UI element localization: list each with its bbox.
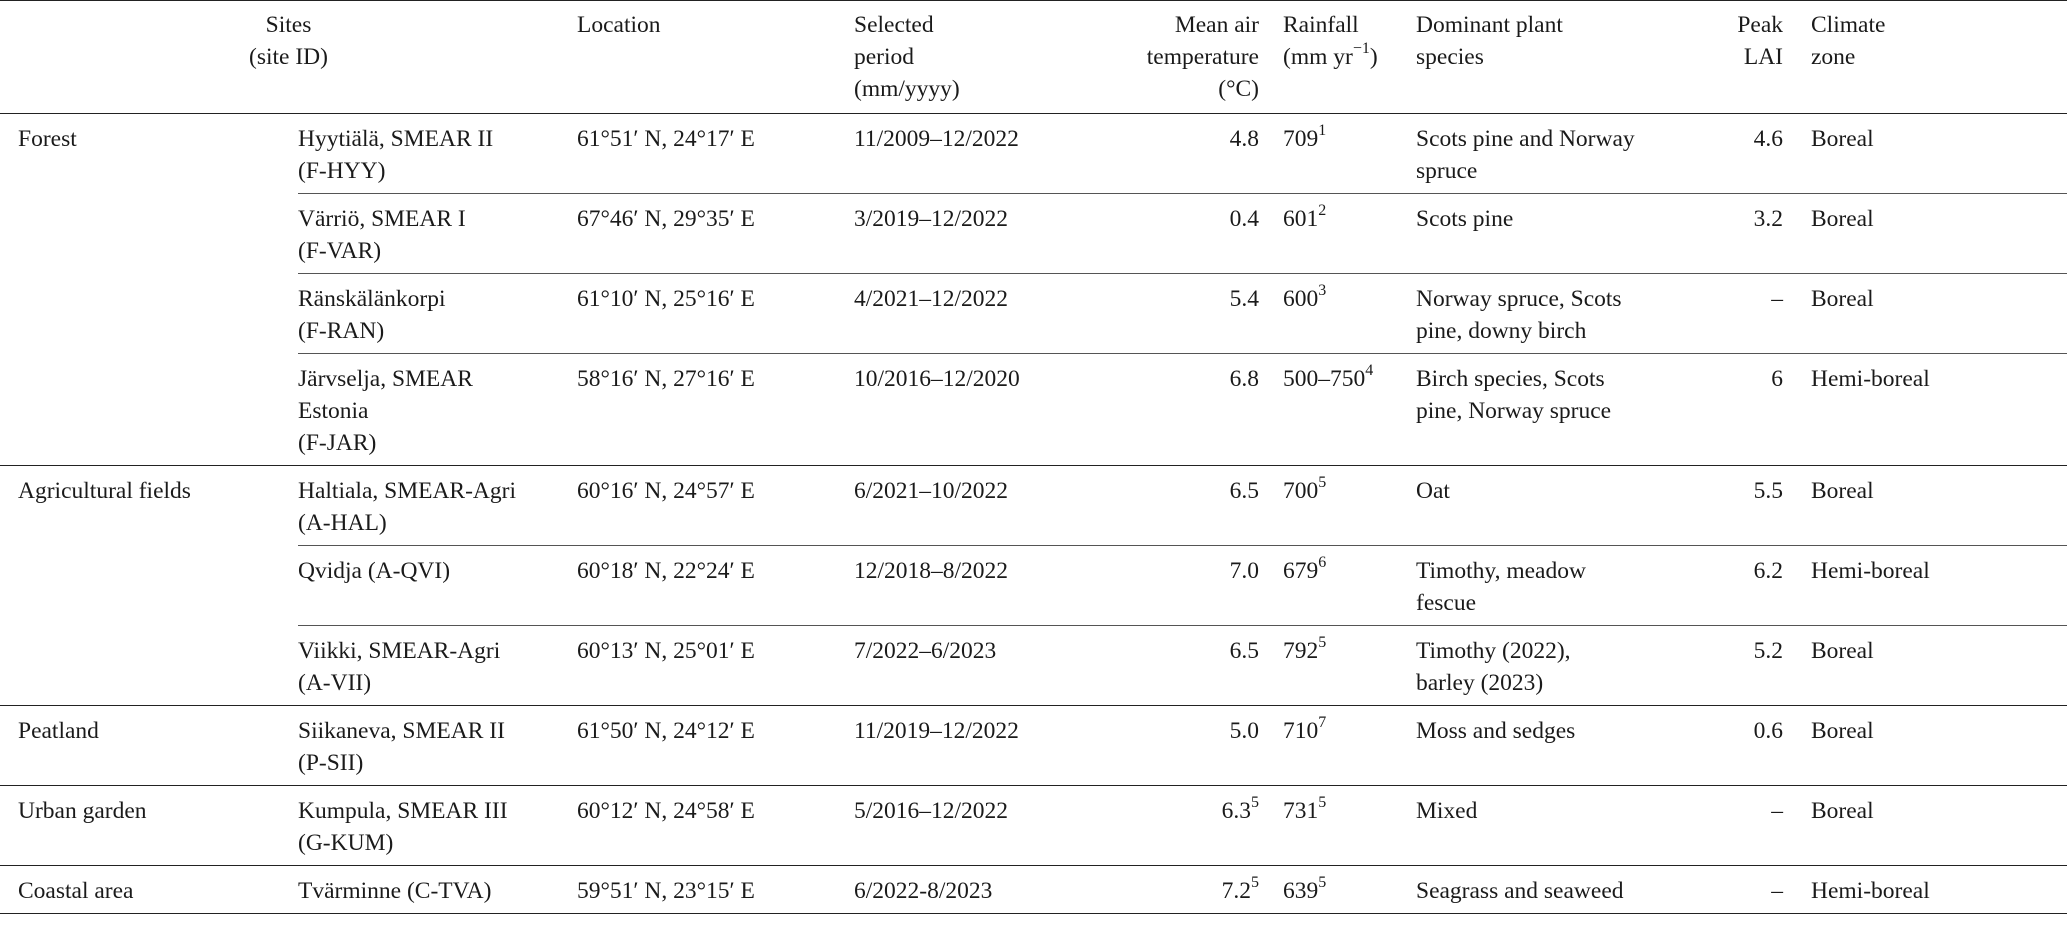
lai-cell: – (1771, 878, 1783, 904)
rainfall-footnote: 6 (1318, 554, 1327, 572)
period-cell: 11/2019–12/2022 (854, 718, 1019, 744)
lai-cell: – (1771, 286, 1783, 312)
header-rainfall-sup: −1 (1352, 40, 1370, 58)
header-species: Dominant plant species (1416, 12, 1563, 70)
temperature-cell (1077, 194, 1273, 274)
location-cell: 60°16′ N, 24°57′ E (577, 478, 755, 504)
species-cell: Timothy (2022), barley (2023) (1416, 638, 1571, 696)
table-row (0, 546, 2067, 626)
site-cell: Viikki, SMEAR-Agri (A-VII) (298, 638, 501, 696)
lai-cell: 4.6 (1753, 126, 1783, 152)
rainfall-cell (1273, 354, 1416, 466)
rainfall-cell (1273, 866, 1416, 914)
rainfall-value: 601 (1283, 206, 1319, 232)
header-rainfall (1273, 1, 1416, 114)
category-cell: Peatland (0, 706, 298, 786)
site-cell: Ränskälänkorpi (F-RAN) (298, 286, 446, 344)
climate-cell: Boreal (1811, 206, 1874, 232)
table-row (0, 194, 2067, 274)
location-cell: 60°12′ N, 24°58′ E (577, 798, 755, 824)
lai-cell: – (1771, 798, 1783, 824)
lai-cell: 0.6 (1753, 718, 1783, 744)
category-cell: Agricultural fields (0, 466, 298, 706)
site-cell: Kumpula, SMEAR III (G-KUM) (298, 798, 508, 856)
rainfall-value: 500–750 (1283, 366, 1366, 392)
rainfall-footnote: 2 (1318, 202, 1327, 220)
table-row (0, 114, 2067, 194)
table-row (0, 866, 2067, 914)
lai-cell: 6.2 (1753, 558, 1783, 584)
period-cell: 3/2019–12/2022 (854, 206, 1009, 232)
header-rainfall-end: ) (1369, 44, 1378, 70)
period-cell: 5/2016–12/2022 (854, 798, 1009, 824)
location-cell: 61°50′ N, 24°12′ E (577, 718, 755, 744)
table-row (0, 706, 2067, 786)
header-rainfall-main: Rainfall (mm yr (1283, 12, 1359, 70)
site-cell: Haltiala, SMEAR-Agri (A-HAL) (298, 478, 516, 536)
temperature-cell (1077, 354, 1273, 466)
species-cell: Moss and sedges (1416, 718, 1576, 744)
header-period: Selected period (mm/yyyy) (854, 12, 960, 102)
rainfall-cell (1273, 466, 1416, 546)
climate-cell: Boreal (1811, 718, 1874, 744)
temperature-value: 7.2 (1221, 878, 1251, 904)
period-cell: 7/2022–6/2023 (854, 638, 997, 664)
climate-cell: Hemi-boreal (1811, 366, 1930, 392)
period-cell: 6/2021–10/2022 (854, 478, 1009, 504)
period-cell: 11/2009–12/2022 (854, 126, 1019, 152)
category-cell: Forest (0, 114, 298, 466)
species-cell: Seagrass and seaweed (1416, 878, 1624, 904)
period-cell: 12/2018–8/2022 (854, 558, 1009, 584)
location-cell: 61°51′ N, 24°17′ E (577, 126, 755, 152)
period-cell: 6/2022-8/2023 (854, 878, 993, 904)
species-cell: Oat (1416, 478, 1450, 504)
location-cell: 59°51′ N, 23°15′ E (577, 878, 755, 904)
header-location: Location (577, 12, 661, 38)
site-cell: Järvselja, SMEAR Estonia (F-JAR) (298, 366, 473, 456)
species-cell: Timothy, meadow fescue (1416, 558, 1586, 616)
temperature-value: 7.0 (1229, 558, 1259, 584)
rainfall-cell (1273, 114, 1416, 194)
temperature-value: 6.5 (1229, 478, 1259, 504)
temperature-value: 5.0 (1229, 718, 1259, 744)
temperature-value: 6.3 (1221, 798, 1251, 824)
rainfall-value: 731 (1283, 798, 1319, 824)
category-cell: Coastal area (0, 866, 298, 914)
climate-cell: Boreal (1811, 478, 1874, 504)
rainfall-value: 710 (1283, 718, 1319, 744)
location-cell: 61°10′ N, 25°16′ E (577, 286, 755, 312)
rainfall-value: 679 (1283, 558, 1319, 584)
rainfall-footnote: 3 (1318, 282, 1327, 300)
location-cell: 58°16′ N, 27°16′ E (577, 366, 755, 392)
table-row (0, 626, 2067, 706)
site-cell: Qvidja (A-QVI) (298, 558, 451, 584)
temperature-value: 0.4 (1229, 206, 1259, 232)
rainfall-cell (1273, 626, 1416, 706)
lai-cell: 5.2 (1753, 638, 1783, 664)
table-row (0, 786, 2067, 866)
species-cell: Norway spruce, Scots pine, downy birch (1416, 286, 1622, 344)
temperature-cell (1077, 274, 1273, 354)
climate-cell: Boreal (1811, 286, 1874, 312)
species-cell: Scots pine (1416, 206, 1514, 232)
location-cell: 67°46′ N, 29°35′ E (577, 206, 755, 232)
rainfall-value: 792 (1283, 638, 1319, 664)
period-cell: 10/2016–12/2020 (854, 366, 1020, 392)
temperature-value: 6.8 (1229, 366, 1259, 392)
temperature-cell (1077, 866, 1273, 914)
lai-cell: 3.2 (1753, 206, 1783, 232)
rainfall-footnote: 5 (1318, 874, 1327, 892)
site-cell: Hyytiälä, SMEAR II (F-HYY) (298, 126, 494, 184)
rainfall-footnote: 5 (1318, 474, 1327, 492)
temperature-footnote: 5 (1251, 874, 1259, 892)
climate-cell: Hemi-boreal (1811, 558, 1930, 584)
rainfall-footnote: 5 (1318, 634, 1327, 652)
table-body (0, 114, 2067, 914)
temperature-value: 4.8 (1229, 126, 1259, 152)
climate-cell: Boreal (1811, 638, 1874, 664)
climate-cell: Boreal (1811, 126, 1874, 152)
category-cell: Urban garden (0, 786, 298, 866)
rainfall-value: 600 (1283, 286, 1319, 312)
header-row (0, 1, 2067, 114)
table-row (0, 354, 2067, 466)
table-header (0, 1, 2067, 114)
rainfall-value: 639 (1283, 878, 1319, 904)
header-lai: Peak LAI (1737, 12, 1783, 70)
species-cell: Birch species, Scots pine, Norway spruce (1416, 366, 1612, 424)
temperature-cell (1077, 706, 1273, 786)
site-cell: Värriö, SMEAR I (F-VAR) (298, 206, 466, 264)
species-cell: Mixed (1416, 798, 1478, 824)
header-temperature: Mean air temperature (°C) (1146, 12, 1259, 102)
site-cell: Tvärminne (C-TVA) (298, 878, 492, 904)
rainfall-value: 700 (1283, 478, 1319, 504)
period-cell: 4/2021–12/2022 (854, 286, 1009, 312)
header-sites: Sites (site ID) (249, 12, 328, 70)
location-cell: 60°13′ N, 25°01′ E (577, 638, 755, 664)
rainfall-cell (1273, 786, 1416, 866)
rainfall-footnote: 4 (1365, 362, 1374, 380)
rainfall-cell (1273, 546, 1416, 626)
climate-cell: Boreal (1811, 798, 1874, 824)
lai-cell: 6 (1771, 366, 1783, 392)
temperature-cell (1077, 546, 1273, 626)
lai-cell: 5.5 (1753, 478, 1783, 504)
rainfall-footnote: 1 (1318, 122, 1327, 140)
temperature-footnote: 5 (1251, 794, 1259, 812)
table-row (0, 466, 2067, 546)
temperature-cell (1077, 466, 1273, 546)
table-row (0, 274, 2067, 354)
rainfall-value: 709 (1283, 126, 1319, 152)
temperature-value: 5.4 (1229, 286, 1259, 312)
rainfall-cell (1273, 706, 1416, 786)
rainfall-footnote: 7 (1318, 714, 1327, 732)
temperature-cell (1077, 114, 1273, 194)
rainfall-cell (1273, 274, 1416, 354)
location-cell: 60°18′ N, 22°24′ E (577, 558, 755, 584)
species-cell: Scots pine and Norway spruce (1416, 126, 1635, 184)
climate-cell: Hemi-boreal (1811, 878, 1930, 904)
site-cell: Siikaneva, SMEAR II (P-SII) (298, 718, 505, 776)
rainfall-footnote: 5 (1318, 794, 1327, 812)
header-climate: Climate zone (1811, 12, 1886, 70)
temperature-cell (1077, 626, 1273, 706)
rainfall-cell (1273, 194, 1416, 274)
temperature-cell (1077, 786, 1273, 866)
temperature-value: 6.5 (1229, 638, 1259, 664)
